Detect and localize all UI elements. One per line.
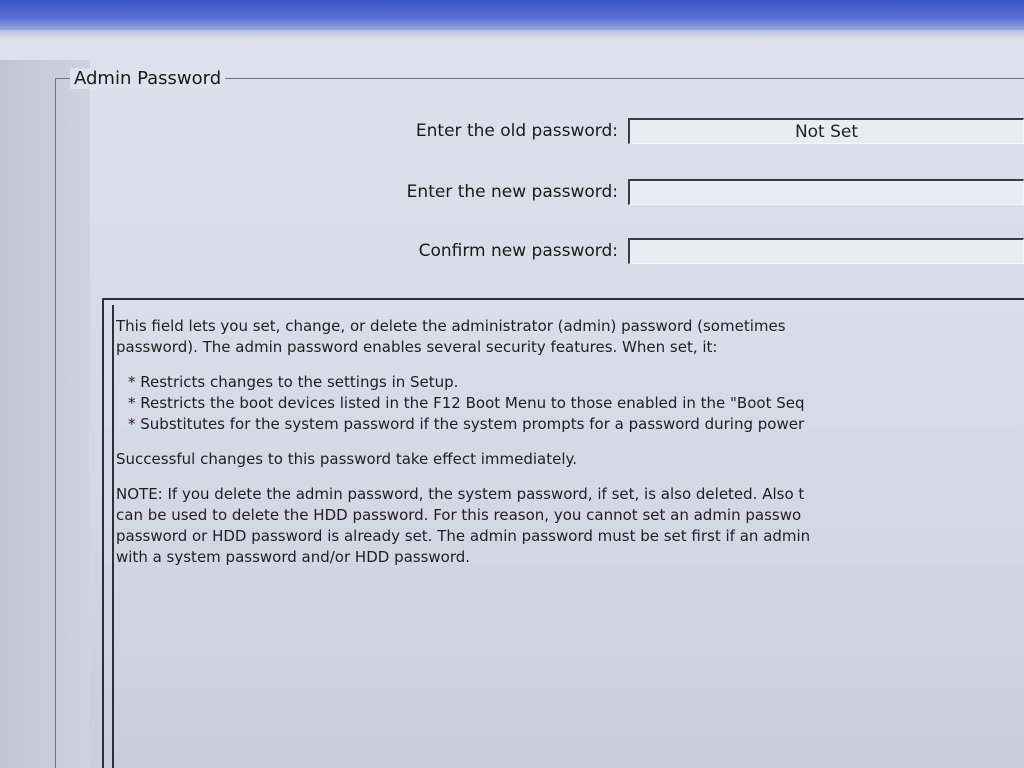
- help-bullet: * Restricts the boot devices listed in the F12 Boot Menu to those enabled in the "Boot Seq: [128, 394, 805, 412]
- help-panel-inner-edge: [112, 305, 114, 768]
- help-text: [116, 316, 1024, 568]
- help-bullet: * Substitutes for the system password if the system prompts for a password during power: [128, 415, 805, 433]
- help-effect-text: Successful changes to this password take effect immediately.: [116, 450, 578, 468]
- group-title: Admin Password: [70, 68, 225, 89]
- old-password-label: Enter the old password:: [415, 121, 618, 141]
- new-password-field[interactable]: [628, 179, 1024, 205]
- help-note-line: password or HDD password is already set. The admin password must be set first if an admin: [116, 527, 811, 545]
- new-password-label: Enter the new password:: [406, 182, 618, 202]
- confirm-password-row: [300, 236, 1024, 266]
- confirm-password-label: Confirm new password:: [418, 241, 618, 261]
- old-password-field[interactable]: [628, 118, 1024, 144]
- help-intro-line: password). The admin password enables several security features. When set, it:: [116, 338, 718, 356]
- help-note-line: NOTE: If you delete the admin password, the system password, if set, is also deleted. Also t: [116, 485, 805, 503]
- help-note-line: can be used to delete the HDD password. For this reason, you cannot set an admin passwo: [116, 506, 802, 524]
- help-note-line: with a system password and/or HDD password.: [116, 548, 471, 566]
- title-bar-shadow: [0, 30, 1024, 38]
- title-bar: [0, 0, 1024, 30]
- help-bullet: * Restricts changes to the settings in Setup.: [128, 373, 459, 391]
- help-intro-line: This field lets you set, change, or delete the administrator (admin) password (sometimes: [116, 317, 786, 335]
- old-password-row: [300, 116, 1024, 146]
- confirm-password-field[interactable]: [628, 238, 1024, 264]
- new-password-row: [300, 177, 1024, 207]
